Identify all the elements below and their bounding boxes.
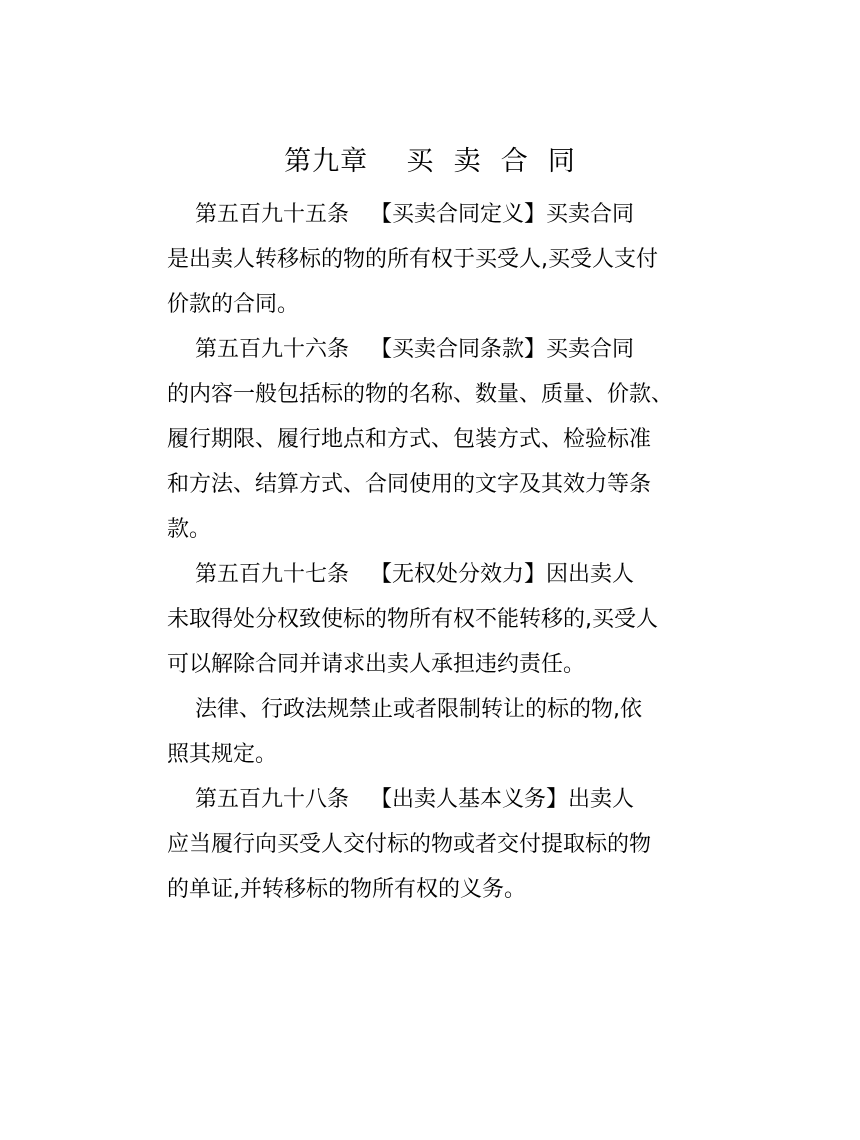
article-body <box>167 192 727 912</box>
chapter-title: 第九章 买 卖 合 同 <box>284 146 576 177</box>
text-line: 价款的合同。 <box>167 292 300 317</box>
text-line: 未取得处分权致使标的物所有权不能转移的,买受人 <box>167 607 658 632</box>
text-line: 第五百九十八条 【出卖人基本义务】出卖人 <box>167 787 634 812</box>
text-line: 的单证,并转移标的物所有权的义务。 <box>167 877 526 902</box>
text-line: 应当履行向买受人交付标的物或者交付提取标的物 <box>167 832 652 857</box>
text-line: 和方法、结算方式、合同使用的文字及其效力等条 <box>167 472 652 497</box>
text-line: 款。 <box>167 517 212 542</box>
text-line: 第五百九十五条 【买卖合同定义】买卖合同 <box>167 202 634 227</box>
text-line: 是出卖人转移标的物的所有权于买受人,买受人支付 <box>167 247 658 272</box>
text-line: 的内容一般包括标的物的名称、数量、质量、价款、 <box>167 382 674 407</box>
text-line: 可以解除合同并请求出卖人承担违约责任。 <box>167 652 586 677</box>
text-line: 照其规定。 <box>167 742 278 767</box>
text-line: 第五百九十六条 【买卖合同条款】买卖合同 <box>167 337 634 362</box>
text-line: 法律、行政法规禁止或者限制转让的标的物,依 <box>167 697 642 722</box>
text-line: 第五百九十七条 【无权处分效力】因出卖人 <box>167 562 634 587</box>
text-line: 履行期限、履行地点和方式、包装方式、检验标准 <box>167 427 652 452</box>
